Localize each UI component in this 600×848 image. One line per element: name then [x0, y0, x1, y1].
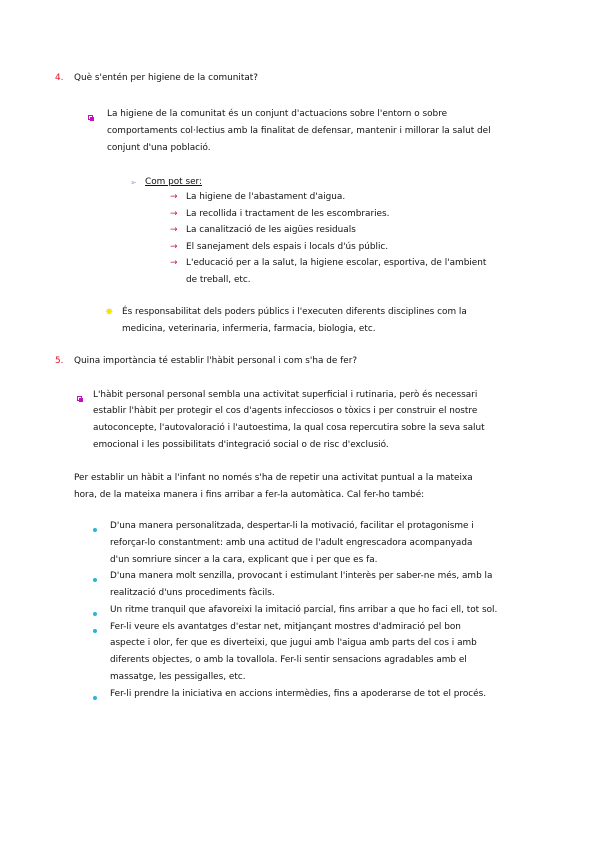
- q5-paragraph-line: emocional i les possibilitats d'integració social o de risc d'exclusió.: [93, 440, 389, 450]
- q5-intro-line: hora, de la mateixa manera i fins arribar a fer-la automàtica. Cal fer-ho també:: [74, 490, 425, 500]
- arrow-bullet-icon: →: [170, 225, 178, 235]
- arrow-bullet-icon: →: [170, 209, 178, 219]
- q4-responsibility-line: És responsabilitat dels poders públics i l'executen diferents disciplines com la: [122, 307, 467, 317]
- dot-bullet-icon: [93, 525, 97, 535]
- q4-paragraph-line: comportaments col·lectius amb la finalitat de defensar, mantenir i millorar la salut del: [107, 126, 491, 136]
- q5-bullet-line: massatge, les pessigalles, etc.: [110, 672, 246, 682]
- square-bullet-icon: [88, 113, 93, 123]
- arrow-bullet-icon: →: [170, 258, 178, 268]
- q4-compost-label: Com pot ser:: [145, 177, 203, 187]
- arrow-bullet-icon: →: [170, 192, 178, 202]
- question-5-number: 5.: [55, 356, 64, 366]
- dot-bullet-icon: [93, 609, 97, 619]
- q5-bullet-line: Fer-li prendre la iniciativa en accions intermèdies, fins a apoderarse de tot el procés.: [110, 689, 487, 699]
- q5-bullet-line: aspecte i olor, fer que es diverteixi, que jugui amb l'aigua amb parts del cos i amb: [110, 638, 477, 648]
- q4-list-item: La higiene de l'abastament d'aigua.: [186, 192, 346, 202]
- square-bullet-icon: [77, 394, 82, 404]
- dot-bullet-icon: [93, 693, 97, 703]
- q5-intro-line: Per establir un hàbit a l'infant no només s'ha de repetir una activitat puntual a la mateixa: [74, 473, 473, 483]
- q5-paragraph-line: L'hàbit personal personal sembla una activitat superficial i rutinaria, però és necessari: [93, 390, 478, 400]
- star-bullet-icon: ✸: [105, 307, 114, 318]
- q4-list-item: L'educació per a la salut, la higiene escolar, esportiva, de l'ambient: [186, 258, 487, 268]
- q5-paragraph-line: autoconcepte, l'autovaloració i l'autoestima, la qual cosa repercutira sobre la seva salut: [93, 423, 485, 433]
- q4-list-item: de treball, etc.: [186, 275, 251, 285]
- q5-bullet-line: diferents objectes, o amb la tovallola. Fer-li sentir sensacions agradables amb el: [110, 655, 467, 665]
- q5-bullet-line: D'una manera molt senzilla, provocant i estimulant l'interès per saber-ne més, amb la: [110, 571, 493, 581]
- arrow-bullet-icon: →: [170, 242, 178, 252]
- q5-bullet-line: realització d'uns procediments fàcils.: [110, 588, 275, 598]
- dot-bullet-icon: [93, 575, 97, 585]
- dot-bullet-icon: [93, 626, 97, 636]
- q5-bullet-line: Fer-li veure els avantatges d'estar net, mitjançant mostres d'admiració pel bon: [110, 622, 461, 632]
- question-5-title: Quina importància té establir l'hàbit personal i com s'ha de fer?: [74, 356, 358, 366]
- question-4-title: Què s'entén per higiene de la comunitat?: [74, 73, 258, 83]
- q4-paragraph-line: La higiene de la comunitat és un conjunt d'actuacions sobre l'entorn o sobre: [107, 109, 448, 119]
- q4-list-item: La recollida i tractament de les escombraries.: [186, 209, 390, 219]
- q4-paragraph-line: conjunt d'una població.: [107, 143, 211, 153]
- q4-responsibility-line: medicina, veterinaria, infermeria, farmacia, biologia, etc.: [122, 324, 376, 334]
- q4-list-item: La canalització de les aigües residuals: [186, 225, 356, 235]
- question-4-number: 4.: [55, 73, 64, 83]
- q4-list-item: El sanejament dels espais i locals d'ús públic.: [186, 242, 389, 252]
- q5-bullet-line: Un ritme tranquil que afavoreixi la imitació parcial, fins arribar a que ho faci ell, tot sol.: [110, 605, 498, 615]
- q5-bullet-line: d'un somriure sincer a la cara, explicant que i per que es fa.: [110, 555, 378, 565]
- q5-paragraph-line: establir l'hàbit per protegir el cos d'agents infecciosos o tòxics i per construir el nostre: [93, 406, 478, 416]
- q5-bullet-line: D'una manera personalitzada, despertar-li la motivació, facilitar el protagonisme i: [110, 521, 474, 531]
- q5-bullet-line: reforçar-lo constantment: amb una actitud de l'adult engrescadora acompanyada: [110, 538, 473, 548]
- triangle-bullet-icon: ➢: [130, 178, 137, 187]
